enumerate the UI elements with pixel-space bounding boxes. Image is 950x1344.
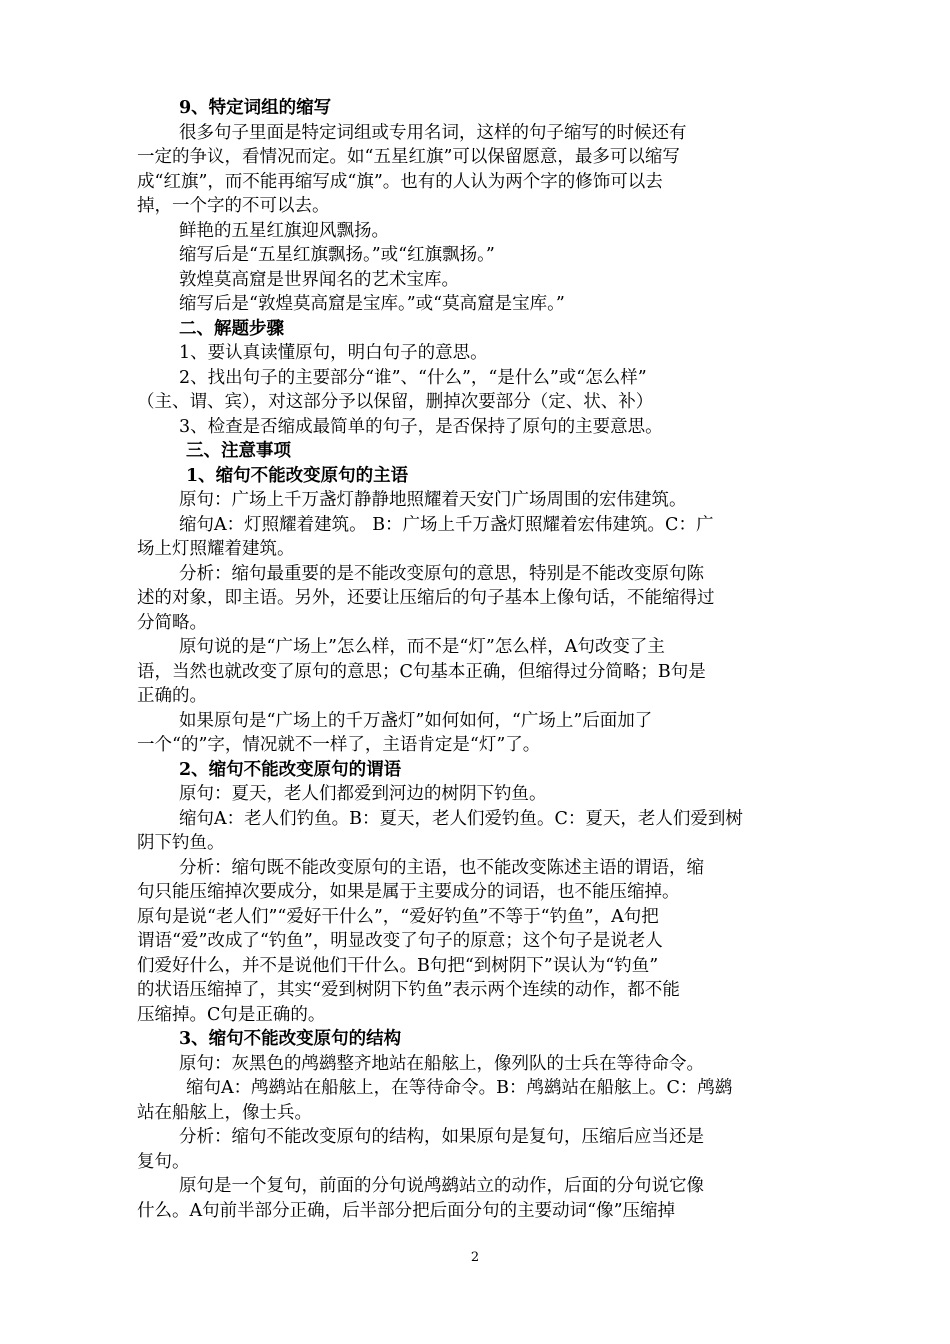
section-heading: 三、注意事项 (186, 441, 291, 461)
text-line: 什么。A句前半部分正确，后半部分把后面分句的主要动词“像”压缩掉 (137, 1200, 676, 1221)
section-heading: 9、特定词组的缩写 (179, 98, 332, 118)
text-line: 缩句A：鸬鹚站在船舷上，在等待命令。B：鸬鹚站在船舷上。C：鸬鹚 (186, 1078, 733, 1098)
text-line: 分简略。 (137, 612, 207, 633)
text-line: 2、找出句子的主要部分“谁”、“什么”，“是什么”或“怎么样” (179, 367, 647, 388)
text-line: 如果原句是“广场上的千万盏灯”如何如何，“广场上”后面加了 (179, 710, 653, 731)
text-line: 述的对象，即主语。另外，还要让压缩后的句子基本上像句话，不能缩得过 (137, 588, 715, 608)
text-line: 站在船舷上，像士兵。 (137, 1102, 312, 1123)
text-line: 谓语“爱”改成了“钓鱼”，明显改变了句子的原意；这个句子是说老人 (137, 931, 663, 951)
text-line: （主、谓、宾），对这部分予以保留，删掉次要部分（定、状、补） (137, 392, 654, 412)
text-line: 的状语压缩掉了，其实“爱到树阴下钓鱼”表示两个连续的动作，都不能 (137, 980, 680, 1000)
text-line: 语，当然也就改变了原句的意思；C句基本正确，但缩得过分简略；B句是 (137, 661, 706, 682)
text-line: 原句说的是“广场上”怎么样，而不是“灯”怎么样，A句改变了主 (179, 637, 665, 657)
page-number: 2 (470, 1250, 480, 1265)
text-line: 压缩掉。C句是正确的。 (137, 1004, 326, 1025)
text-line: 缩写后是“敦煌莫高窟是宝库。”或“莫高窟是宝库。” (179, 294, 565, 314)
text-line: 一个“的”字，情况就不一样了，主语肯定是“灯”了。 (137, 735, 541, 755)
text-line: 成“红旗”，而不能再缩写成“旗”。也有的人认为两个字的修饰可以去 (137, 171, 663, 192)
text-line: 场上灯照耀着建筑。 (137, 539, 295, 559)
section-heading: 二、解题步骤 (179, 318, 284, 339)
section-heading: 2、缩句不能改变原句的谓语 (179, 759, 402, 780)
text-line: 正确的。 (137, 686, 207, 706)
text-line: 3、检查是否缩成最简单的句子，是否保持了原句的主要意思。 (179, 416, 663, 437)
text-line: 原句：广场上千万盏灯静静地照耀着天安门广场周围的宏伟建筑。 (179, 490, 687, 510)
text-line: 原句：夏天，老人们都爱到河边的树阴下钓鱼。 (179, 784, 547, 804)
text-line: 复句。 (137, 1151, 190, 1172)
text-line: 缩句A：灯照耀着建筑。 B：广场上千万盏灯照耀着宏伟建筑。C：广 (179, 514, 714, 535)
text-line: 1、要认真读懂原句，明白句子的意思。 (179, 343, 488, 363)
text-line: 掉，一个字的不可以去。 (137, 196, 330, 216)
text-line: 很多句子里面是特定词组或专用名词，这样的句子缩写的时候还有 (179, 122, 687, 143)
text-line: 鲜艳的五星红旗迎风飘扬。 (179, 220, 389, 241)
text-line: 原句：灰黑色的鸬鹚整齐地站在船舷上，像列队的士兵在等待命令。 (179, 1053, 704, 1074)
text-line: 句只能压缩掉次要成分，如果是属于主要成分的词语，也不能压缩掉。 (137, 882, 680, 902)
text-line: 原句是一个复句，前面的分句说鸬鹚站立的动作，后面的分句说它像 (179, 1176, 704, 1196)
text-line: 们爱好什么，并不是说他们干什么。B句把“到树阴下”误认为“钓鱼” (137, 955, 659, 976)
text-line: 分析：缩句既不能改变原句的主语，也不能改变陈述主语的谓语，缩 (179, 857, 704, 878)
section-heading: 1、缩句不能改变原句的主语 (186, 465, 409, 486)
text-line: 缩句A：老人们钓鱼。B：夏天，老人们爱钓鱼。C：夏天，老人们爱到树 (179, 808, 743, 829)
text-line: 分析：缩句不能改变原句的结构，如果原句是复句，压缩后应当还是 (179, 1127, 704, 1147)
text-line: 原句是说“老人们”“爱好干什么”，“爱好钓鱼”不等于“钓鱼”，A句把 (137, 906, 659, 927)
text-line: 缩写后是“五星红旗飘扬。”或“红旗飘扬。” (179, 245, 495, 265)
section-heading: 3、缩句不能改变原句的结构 (179, 1029, 402, 1049)
text-line: 阴下钓鱼。 (137, 833, 225, 853)
document-body (137, 96, 837, 1223)
text-line: 敦煌莫高窟是世界闻名的艺术宝库。 (179, 269, 459, 290)
text-line: 一定的争议，看情况而定。如“五星红旗”可以保留愿意，最多可以缩写 (137, 147, 680, 167)
text-line: 分析：缩句最重要的是不能改变原句的意思，特别是不能改变原句陈 (179, 563, 704, 584)
